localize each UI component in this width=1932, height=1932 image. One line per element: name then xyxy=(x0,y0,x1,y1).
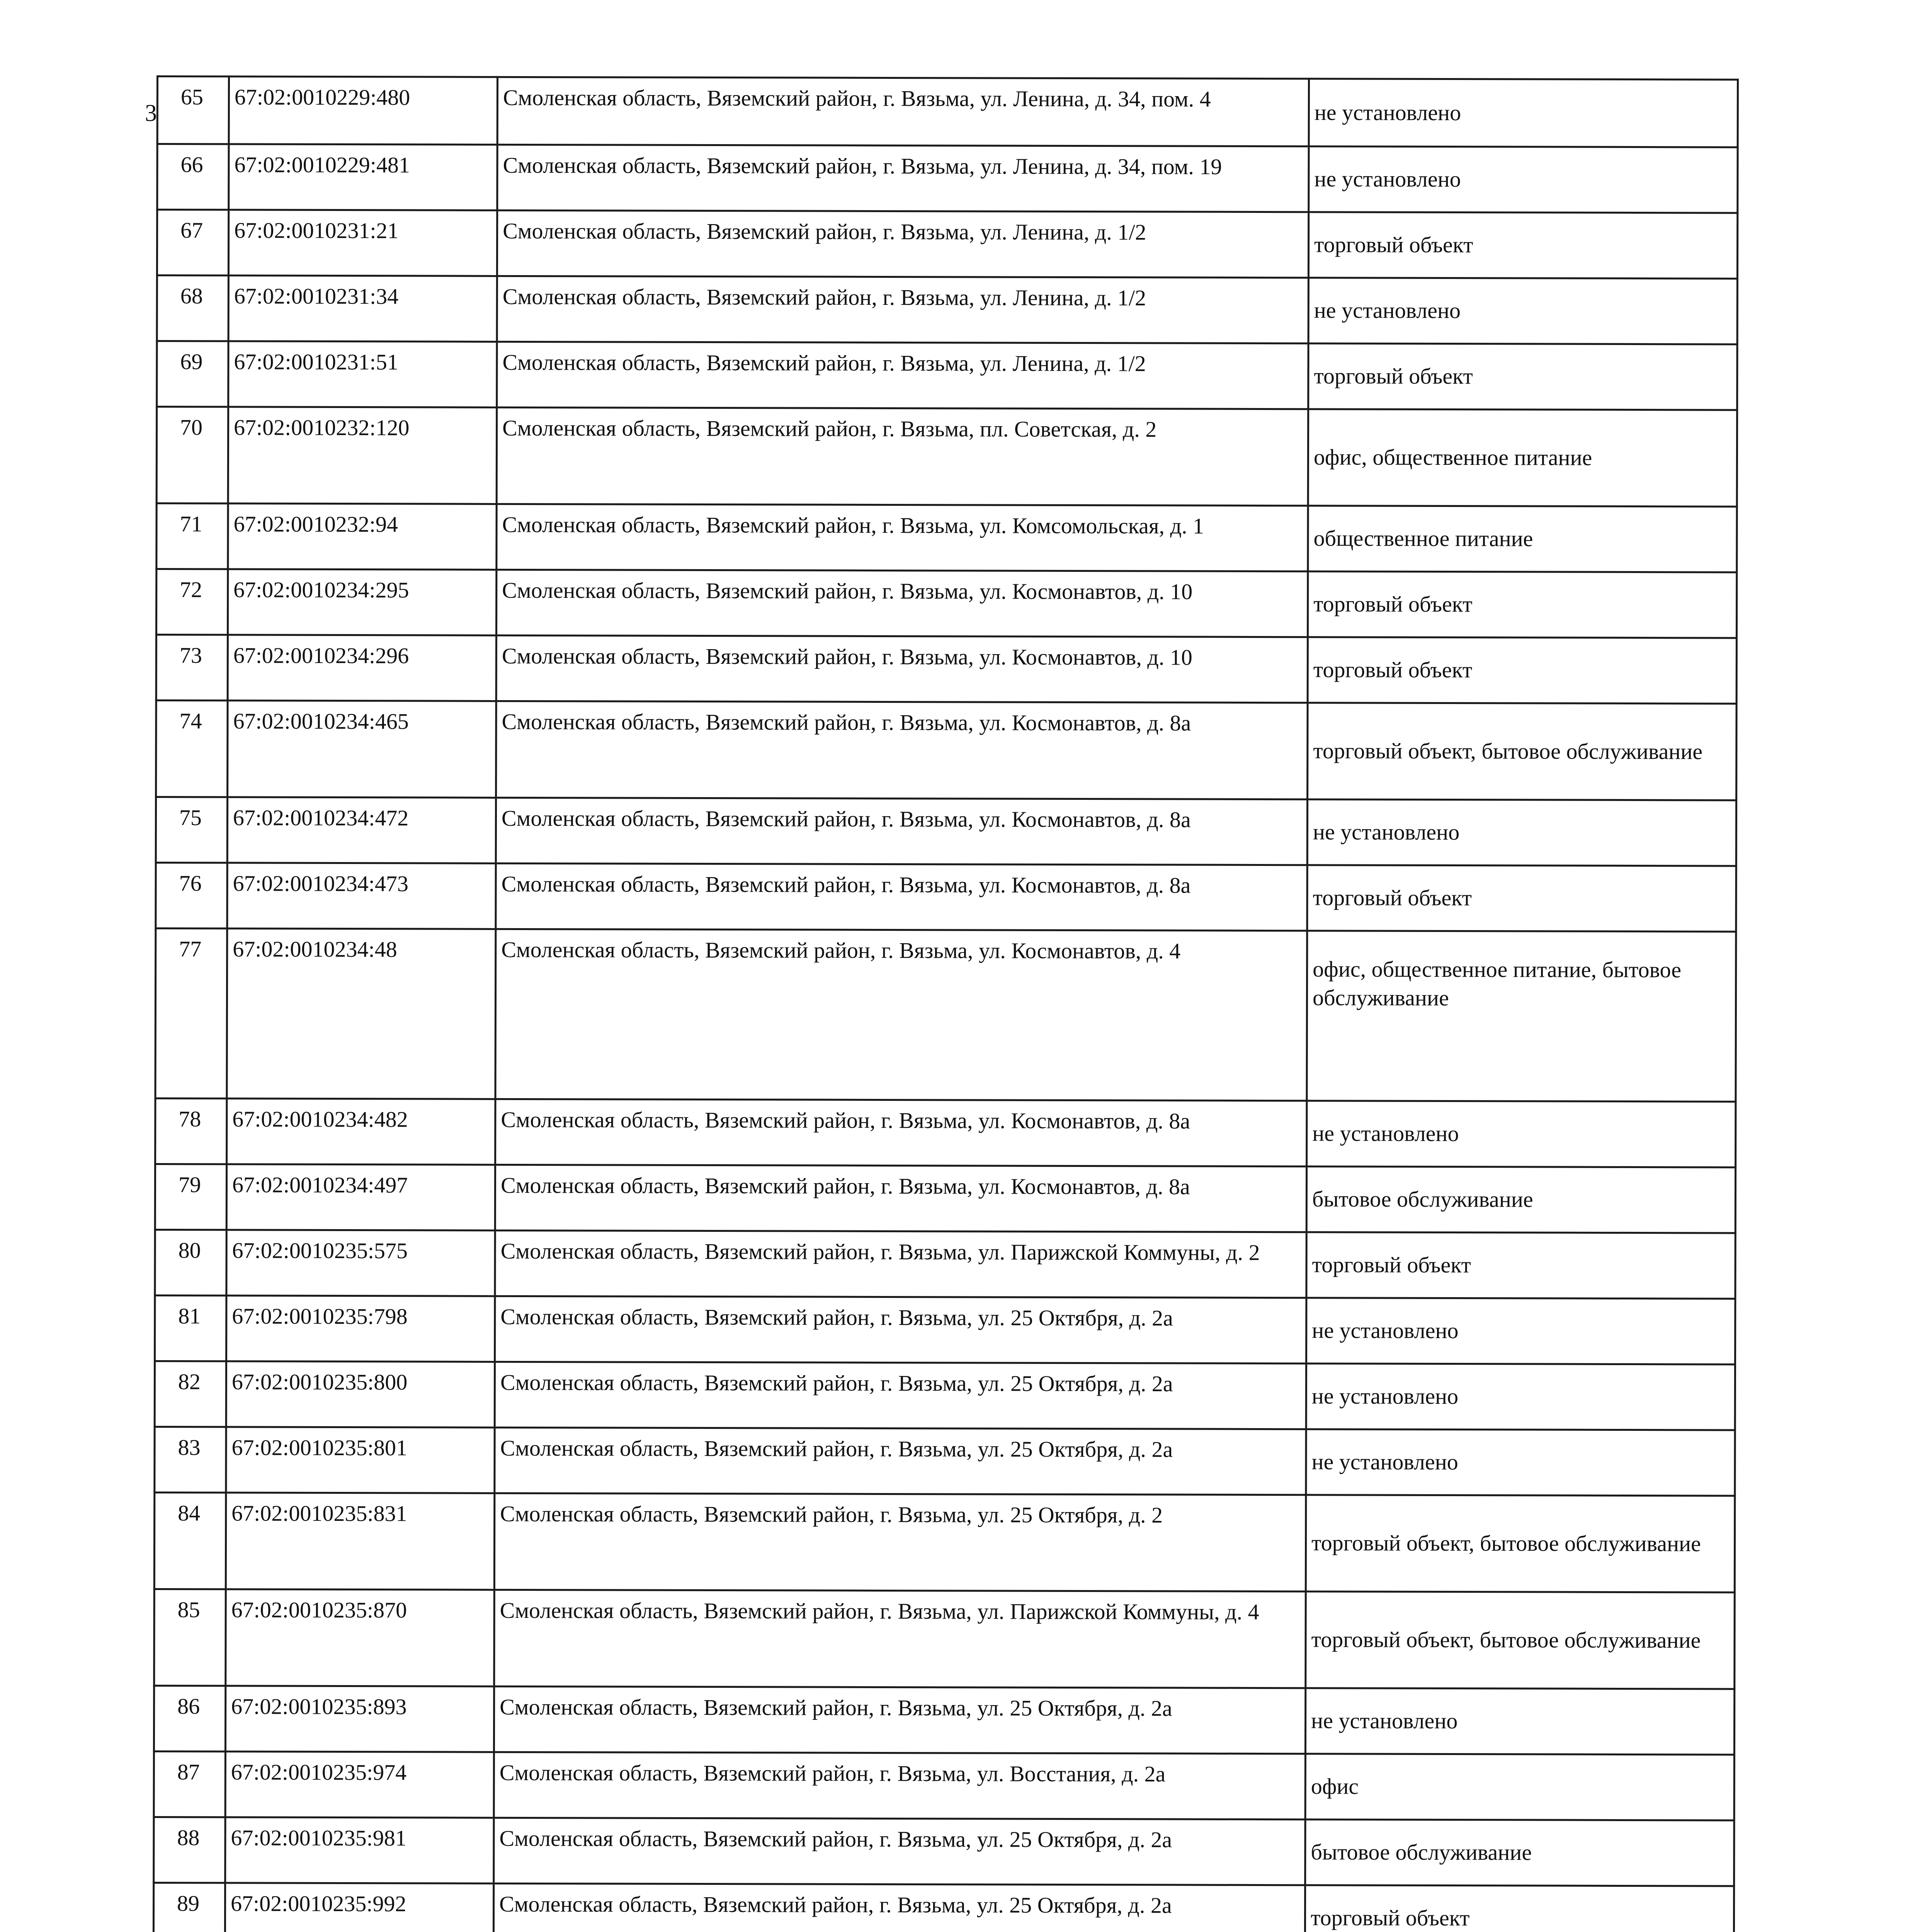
address: Смоленская область, Вяземский район, г. Вязьма, ул. Ленина, д. 1/2 xyxy=(497,342,1308,409)
table-row xyxy=(155,1295,1735,1364)
usage-type: не установлено xyxy=(1306,1429,1735,1496)
address: Смоленская область, Вяземский район, г. Вязьма, ул. Космонавтов, д. 8а xyxy=(495,1099,1307,1166)
row-number: 65 xyxy=(157,77,229,144)
row-number: 73 xyxy=(156,635,228,701)
address: Смоленская область, Вяземский район, г. Вязьма, ул. Парижской Коммуны, д. 2 xyxy=(495,1230,1306,1298)
cadastral-number: 67:02:0010234:465 xyxy=(228,701,497,798)
cadastral-number: 67:02:0010234:295 xyxy=(228,569,496,635)
cadastral-number: 67:02:0010235:831 xyxy=(226,1493,495,1590)
table-row xyxy=(155,1427,1735,1496)
table-row xyxy=(156,635,1736,704)
address: Смоленская область, Вяземский район, г. Вязьма, пл. Советская, д. 2 xyxy=(497,407,1308,505)
usage-type: торговый объект, бытовое обслуживание xyxy=(1306,1495,1735,1592)
table-row xyxy=(155,1098,1736,1167)
page-number: 3 xyxy=(145,100,157,126)
table-row xyxy=(155,1361,1735,1430)
row-number: 89 xyxy=(153,1883,225,1932)
table-row xyxy=(156,863,1736,932)
address: Смоленская область, Вяземский район, г. Вязьма, ул. Космонавтов, д. 8а xyxy=(496,863,1307,930)
usage-type: не установлено xyxy=(1306,1298,1735,1364)
row-number: 68 xyxy=(157,276,228,341)
table-row xyxy=(156,569,1736,638)
usage-type: торговый объект xyxy=(1308,344,1737,410)
cadastral-number: 67:02:0010235:575 xyxy=(226,1230,495,1296)
table-row xyxy=(157,341,1737,410)
row-number: 87 xyxy=(154,1751,225,1817)
property-register-table xyxy=(151,75,1739,1932)
address: Смоленская область, Вяземский район, г. Вязьма, ул. 25 Октября, д. 2а xyxy=(493,1883,1305,1932)
row-number: 85 xyxy=(154,1589,226,1685)
cadastral-number: 67:02:0010234:473 xyxy=(227,863,496,929)
table-row xyxy=(154,1751,1734,1820)
cadastral-number: 67:02:0010235:893 xyxy=(225,1686,494,1752)
usage-type: не установлено xyxy=(1307,1101,1736,1167)
row-number: 84 xyxy=(154,1492,226,1589)
cadastral-number: 67:02:0010229:480 xyxy=(229,77,497,145)
row-number: 72 xyxy=(156,569,228,635)
cadastral-number: 67:02:0010235:981 xyxy=(225,1817,494,1883)
row-number: 78 xyxy=(155,1098,227,1164)
table-row xyxy=(155,1230,1735,1299)
table-row xyxy=(155,1164,1735,1233)
address: Смоленская область, Вяземский район, г. Вязьма, ул. Космонавтов, д. 8а xyxy=(496,798,1307,865)
address: Смоленская область, Вяземский район, г. Вязьма, ул. Ленина, д. 1/2 xyxy=(497,210,1308,277)
table-row xyxy=(156,407,1737,507)
row-number: 69 xyxy=(157,341,228,407)
address: Смоленская область, Вяземский район, г. Вязьма, ул. 25 Октября, д. 2а xyxy=(494,1686,1305,1753)
address: Смоленская область, Вяземский район, г. Вязьма, ул. Парижской Коммуны, д. 4 xyxy=(494,1590,1306,1688)
table-row xyxy=(154,1685,1734,1755)
address: Смоленская область, Вяземский район, г. Вязьма, ул. 25 Октября, д. 2 xyxy=(494,1493,1306,1591)
cadastral-number: 67:02:0010234:472 xyxy=(227,797,496,863)
address: Смоленская область, Вяземский район, г. Вязьма, ул. Космонавтов, д. 4 xyxy=(495,929,1307,1100)
cadastral-number: 67:02:0010235:974 xyxy=(225,1752,494,1818)
cadastral-number: 67:02:0010235:992 xyxy=(225,1883,493,1932)
table-row xyxy=(157,144,1738,213)
usage-type: не установлено xyxy=(1309,146,1738,213)
usage-type: общественное питание xyxy=(1308,506,1737,572)
cadastral-number: 67:02:0010232:120 xyxy=(228,407,497,504)
usage-type: не установлено xyxy=(1306,1364,1735,1430)
row-number: 88 xyxy=(154,1817,225,1883)
address: Смоленская область, Вяземский район, г. Вязьма, ул. 25 Октября, д. 2а xyxy=(494,1818,1305,1885)
cadastral-number: 67:02:0010234:482 xyxy=(227,1099,495,1165)
usage-type: не установлено xyxy=(1305,1688,1734,1755)
row-number: 79 xyxy=(155,1164,226,1230)
usage-type: торговый объект xyxy=(1306,1232,1735,1299)
row-number: 67 xyxy=(157,210,228,276)
address: Смоленская область, Вяземский район, г. Вязьма, ул. Космонавтов, д. 8а xyxy=(495,1165,1306,1232)
row-number: 74 xyxy=(156,701,228,797)
table-row xyxy=(154,1817,1734,1886)
table-row xyxy=(157,77,1738,148)
row-number: 86 xyxy=(154,1685,225,1751)
row-number: 80 xyxy=(155,1230,226,1295)
cadastral-number: 67:02:0010235:800 xyxy=(226,1361,495,1427)
usage-type: торговый объект, бытовое обслуживание xyxy=(1308,703,1737,800)
table-row xyxy=(156,503,1737,573)
usage-type: торговый объект xyxy=(1308,571,1736,638)
address: Смоленская область, Вяземский район, г. Вязьма, ул. Космонавтов, д. 10 xyxy=(496,570,1308,637)
usage-type: торговый объект xyxy=(1308,212,1737,279)
usage-type: бытовое обслуживание xyxy=(1306,1167,1735,1233)
table-body xyxy=(152,77,1738,1932)
row-number: 81 xyxy=(155,1295,226,1361)
cadastral-number: 67:02:0010232:94 xyxy=(228,503,497,570)
cadastral-number: 67:02:0010229:481 xyxy=(229,144,497,210)
row-number: 76 xyxy=(156,863,227,929)
address: Смоленская область, Вяземский район, г. Вязьма, ул. 25 Октября, д. 2а xyxy=(495,1296,1306,1363)
cadastral-number: 67:02:0010235:870 xyxy=(226,1589,495,1686)
address: Смоленская область, Вяземский район, г. Вязьма, ул. Ленина, д. 34, пом. 4 xyxy=(497,77,1309,146)
usage-type: торговый объект xyxy=(1308,637,1736,704)
table-row xyxy=(155,929,1736,1102)
cadastral-number: 67:02:0010231:21 xyxy=(228,210,497,276)
usage-type: не установлено xyxy=(1308,278,1737,344)
usage-type: не установлено xyxy=(1309,79,1738,147)
address: Смоленская область, Вяземский район, г. Вязьма, ул. Ленина, д. 1/2 xyxy=(497,276,1308,343)
table-row xyxy=(157,210,1737,279)
cadastral-number: 67:02:0010234:296 xyxy=(228,635,496,701)
usage-type: торговый объект, бытовое обслуживание xyxy=(1306,1592,1735,1689)
cadastral-number: 67:02:0010231:34 xyxy=(228,276,497,342)
row-number: 82 xyxy=(155,1361,226,1427)
cadastral-number: 67:02:0010234:497 xyxy=(226,1164,495,1230)
usage-type: не установлено xyxy=(1307,799,1736,866)
usage-type: торговый объект xyxy=(1305,1885,1734,1932)
cadastral-number: 67:02:0010235:801 xyxy=(226,1427,495,1493)
address: Смоленская область, Вяземский район, г. Вязьма, ул. Ленина, д. 34, пом. 19 xyxy=(497,145,1309,212)
address: Смоленская область, Вяземский район, г. Вязьма, ул. Комсомольская, д. 1 xyxy=(497,504,1308,571)
usage-type: офис, общественное питание, бытовое обслуживание xyxy=(1307,931,1736,1102)
row-number: 71 xyxy=(156,503,228,569)
row-number: 83 xyxy=(155,1427,226,1492)
row-number: 66 xyxy=(157,144,229,210)
table-row xyxy=(154,1492,1735,1592)
address: Смоленская область, Вяземский район, г. Вязьма, ул. Космонавтов, д. 10 xyxy=(496,635,1308,702)
table-row xyxy=(153,1883,1734,1932)
address: Смоленская область, Вяземский район, г. Вязьма, ул. 25 Октября, д. 2а xyxy=(495,1362,1306,1429)
row-number: 70 xyxy=(156,407,228,503)
address: Смоленская область, Вяземский район, г. Вязьма, ул. Восстания, д. 2а xyxy=(494,1752,1305,1819)
usage-type: бытовое обслуживание xyxy=(1305,1820,1734,1886)
usage-type: торговый объект xyxy=(1307,865,1736,932)
usage-type: офис, общественное питание xyxy=(1308,409,1737,507)
cadastral-number: 67:02:0010231:51 xyxy=(228,341,497,407)
table-row xyxy=(154,1589,1735,1689)
row-number: 75 xyxy=(156,797,227,863)
usage-type: офис xyxy=(1305,1754,1734,1820)
address: Смоленская область, Вяземский район, г. Вязьма, ул. 25 Октября, д. 2а xyxy=(495,1427,1306,1495)
cadastral-number: 67:02:0010234:48 xyxy=(227,929,496,1099)
cadastral-number: 67:02:0010235:798 xyxy=(226,1296,495,1362)
table-row xyxy=(156,701,1737,801)
table-row xyxy=(156,797,1736,866)
table-row xyxy=(157,276,1737,345)
row-number: 77 xyxy=(155,929,227,1099)
address: Смоленская область, Вяземский район, г. Вязьма, ул. Космонавтов, д. 8а xyxy=(496,701,1308,799)
